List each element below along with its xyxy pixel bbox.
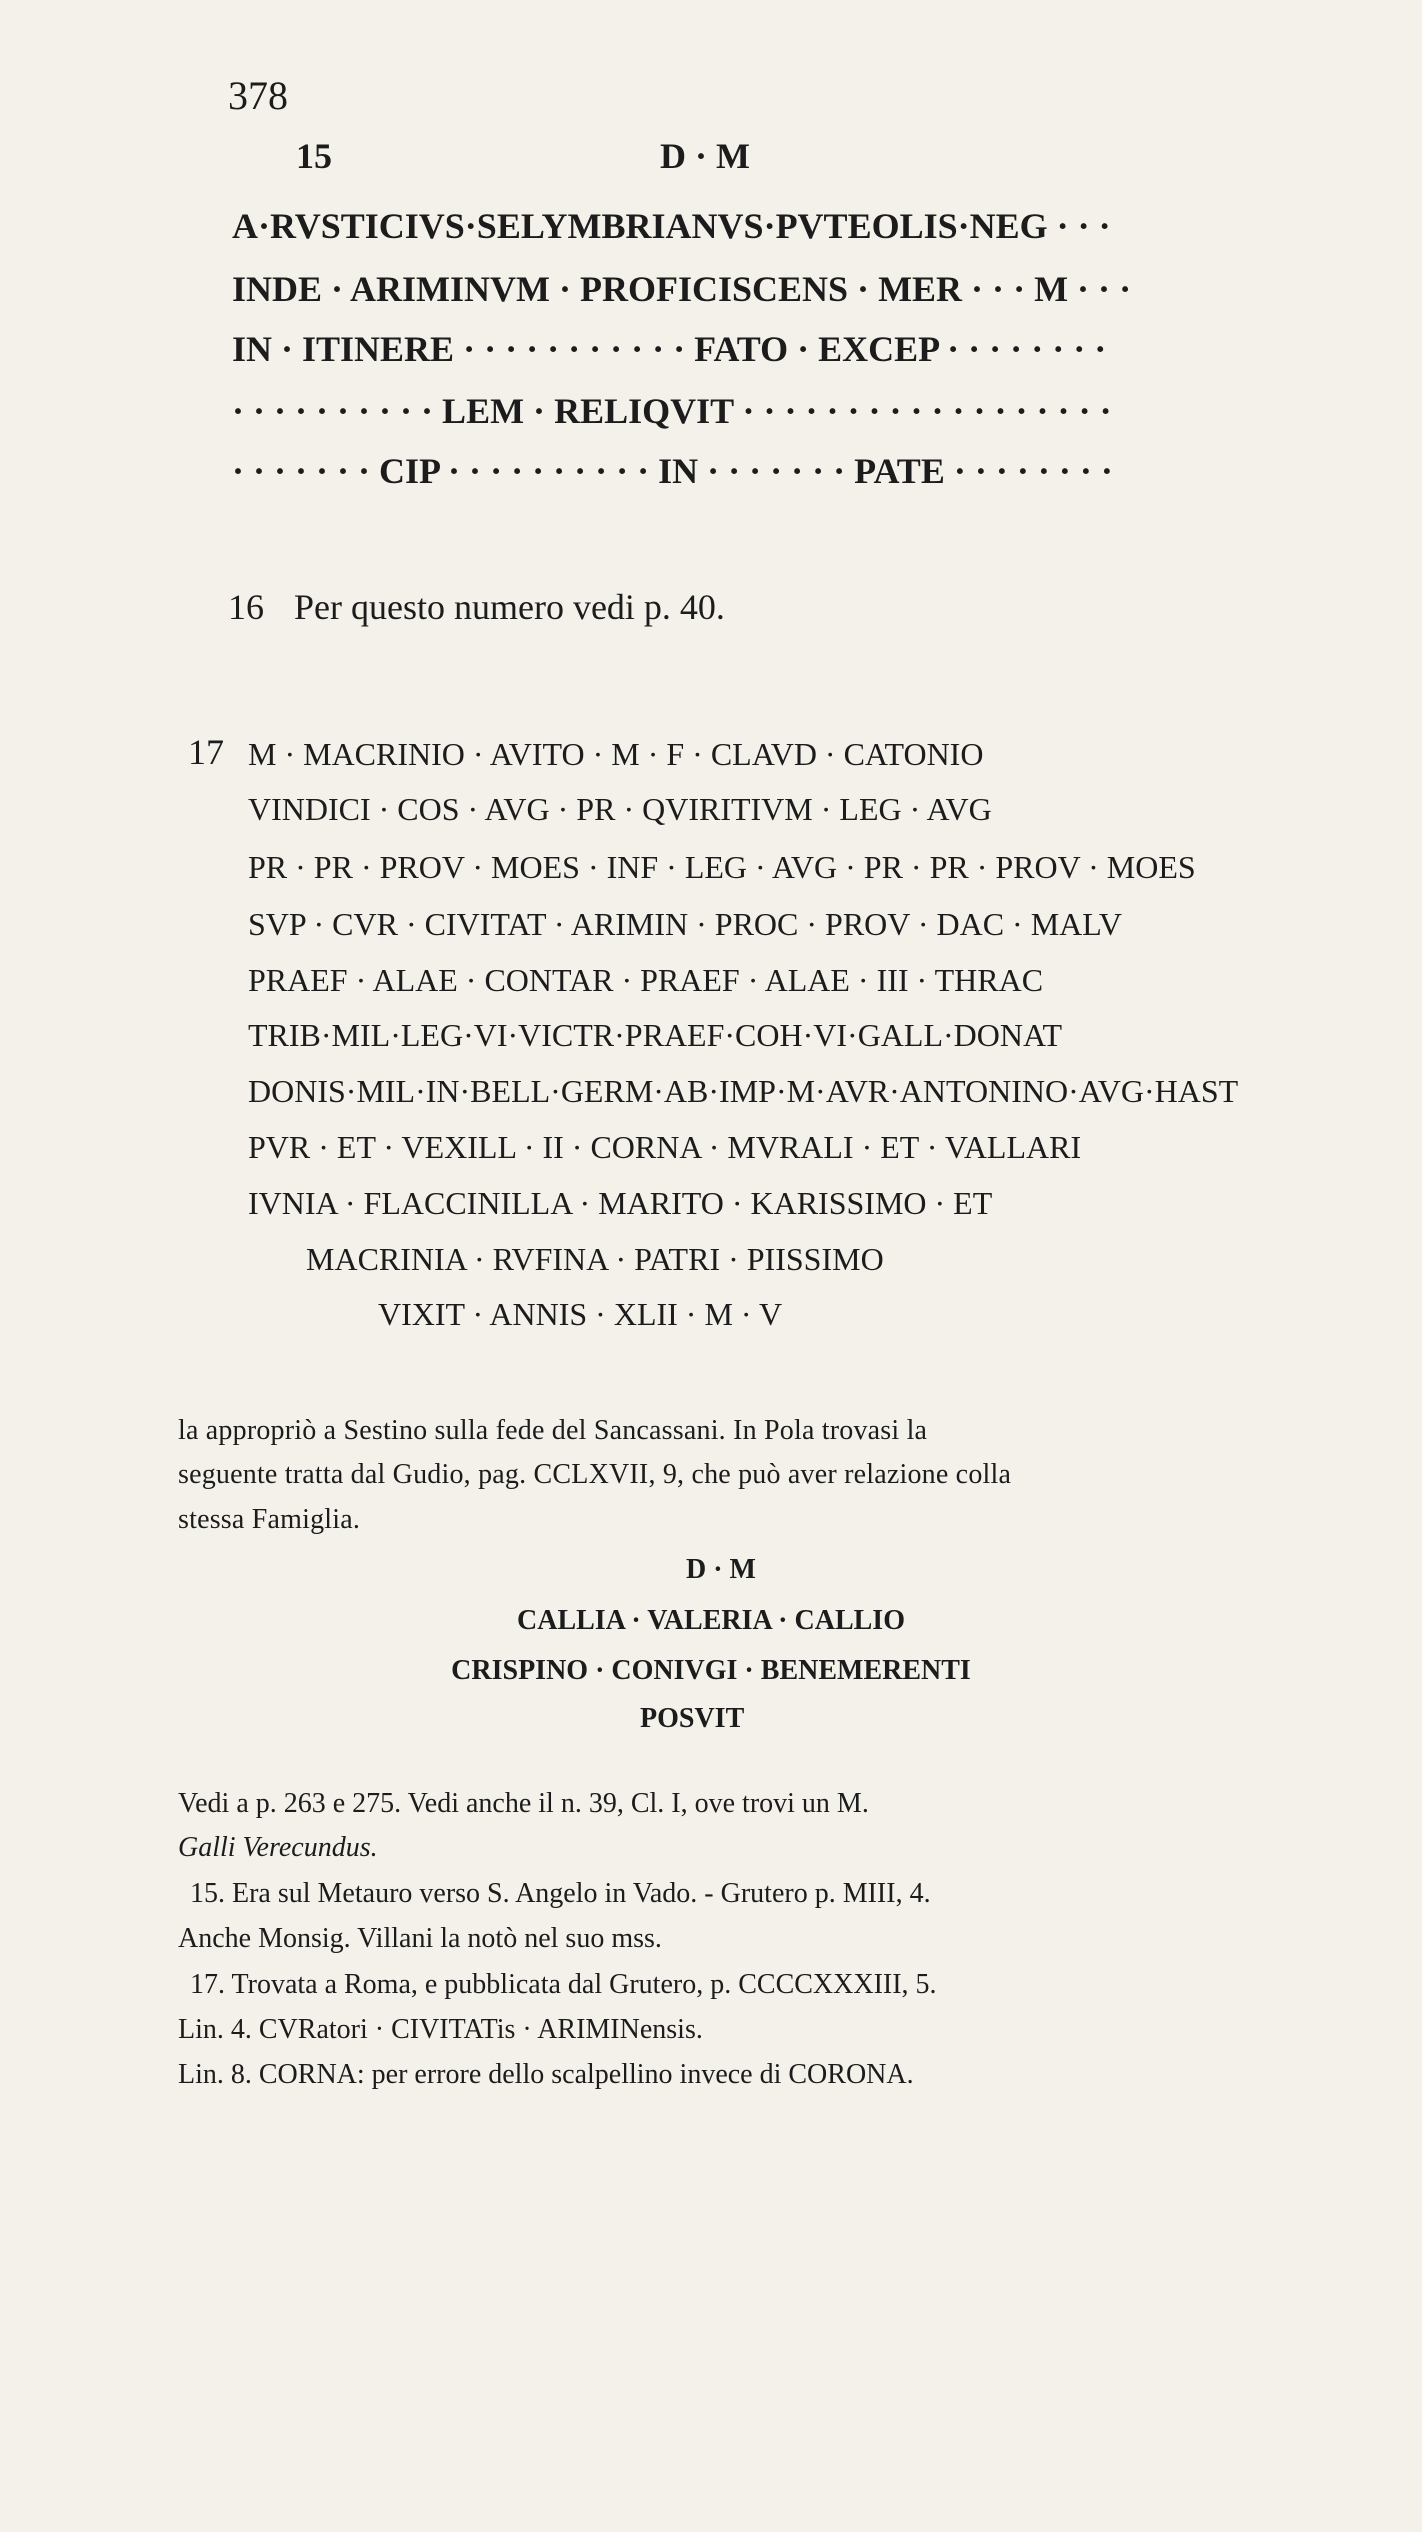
inscription-17-number: 17 — [188, 732, 224, 772]
note-16-text: Per questo numero vedi p. 40. — [294, 587, 725, 627]
inscription-17-line-6: TRIB·MIL·LEG·VI·VICTR·PRAEF·COH·VI·GALL·DONAT — [248, 1017, 1063, 1053]
pola-inscription-line-3: POSVIT — [640, 1703, 745, 1734]
footnote-line-7: Lin. 8. CORNA: per errore dello scalpellino invece di CORONA. — [178, 2059, 914, 2090]
inscription-17-line-8: PVR · ET · VEXILL · II · CORNA · MVRALI · ET · VALLARI — [248, 1129, 1082, 1165]
inscription-17-line-3: PR · PR · PROV · MOES · INF · LEG · AVG · PR · PR · PROV · MOES — [248, 849, 1196, 885]
pola-inscription-line-2: CRISPINO · CONIVGI · BENEMERENTI — [451, 1655, 971, 1686]
pola-inscription-line-1: CALLIA · VALERIA · CALLIO — [517, 1605, 905, 1636]
inscription-15-line-3: IN · ITINERE · · · · · · · · · · · FATO · EXCEP · · · · · · · · — [232, 329, 1107, 369]
inscription-17-line-11: VIXIT · ANNIS · XLII · M · V — [378, 1296, 783, 1332]
inscription-15-line-2: INDE · ARIMINVM · PROFICISCENS · MER · · · M · · · — [232, 269, 1132, 309]
inscription-17-line-2: VINDICI · COS · AVG · PR · QVIRITIVM · LEG · AVG — [248, 791, 992, 827]
inscription-17-line-1: M · MACRINIO · AVITO · M · F · CLAVD · CATONIO — [248, 736, 984, 772]
footnote-line-1: Vedi a p. 263 e 275. Vedi anche il n. 39, Cl. I, ove trovi un M. — [178, 1788, 869, 1819]
body-line-2: seguente tratta dal Gudio, pag. CCLXVII, 9, che può aver relazione colla — [178, 1459, 1012, 1490]
footnote-line-5: 17. Trovata a Roma, e pubblicata dal Grutero, p. CCCCXXXIII, 5. — [190, 1969, 937, 2000]
footnote-line-2: Galli Verecundus. — [178, 1832, 378, 1863]
footnote-line-3: 15. Era sul Metauro verso S. Angelo in Vado. - Grutero p. MIII, 4. — [190, 1878, 931, 1909]
body-line-3: stessa Famiglia. — [178, 1504, 361, 1535]
inscription-17-line-4: SVP · CVR · CIVITAT · ARIMIN · PROC · PROV · DAC · MALV — [248, 906, 1122, 942]
inscription-17-line-7: DONIS·MIL·IN·BELL·GERM·AB·IMP·M·AVR·ANTONINO·AVG·HAST — [248, 1073, 1239, 1109]
pola-inscription-heading: D · M — [686, 1554, 756, 1585]
inscription-15-line-1: A·RVSTICIVS·SELYMBRIANVS·PVTEOLIS·NEG · · · — [232, 206, 1111, 246]
note-16-number: 16 — [228, 587, 264, 627]
inscription-17-line-10: MACRINIA · RVFINA · PATRI · PIISSIMO — [306, 1241, 884, 1277]
inscription-15-line-5: · · · · · · · CIP · · · · · · · · · · IN · · · · · · · PATE · · · · · · · · — [232, 451, 1113, 491]
inscription-15-number: 15 — [296, 136, 332, 176]
inscription-15-line-4: · · · · · · · · · · LEM · RELIQVIT · · · · · · · · · · · · · · · · · · — [232, 391, 1112, 431]
page-number: 378 — [228, 73, 288, 118]
footnote-line-4: Anche Monsig. Villani la notò nel suo mss. — [178, 1923, 662, 1954]
footnote-line-6: Lin. 4. CVRatori · CIVITATis · ARIMINensis. — [178, 2014, 703, 2045]
inscription-17-line-9: IVNIA · FLACCINILLA · MARITO · KARISSIMO · ET — [248, 1185, 993, 1221]
inscription-15-heading: D · M — [660, 136, 750, 176]
body-line-1: la appropriò a Sestino sulla fede del Sancassani. In Pola trovasi la — [178, 1415, 928, 1446]
inscription-17-line-5: PRAEF · ALAE · CONTAR · PRAEF · ALAE · III · THRAC — [248, 962, 1044, 998]
